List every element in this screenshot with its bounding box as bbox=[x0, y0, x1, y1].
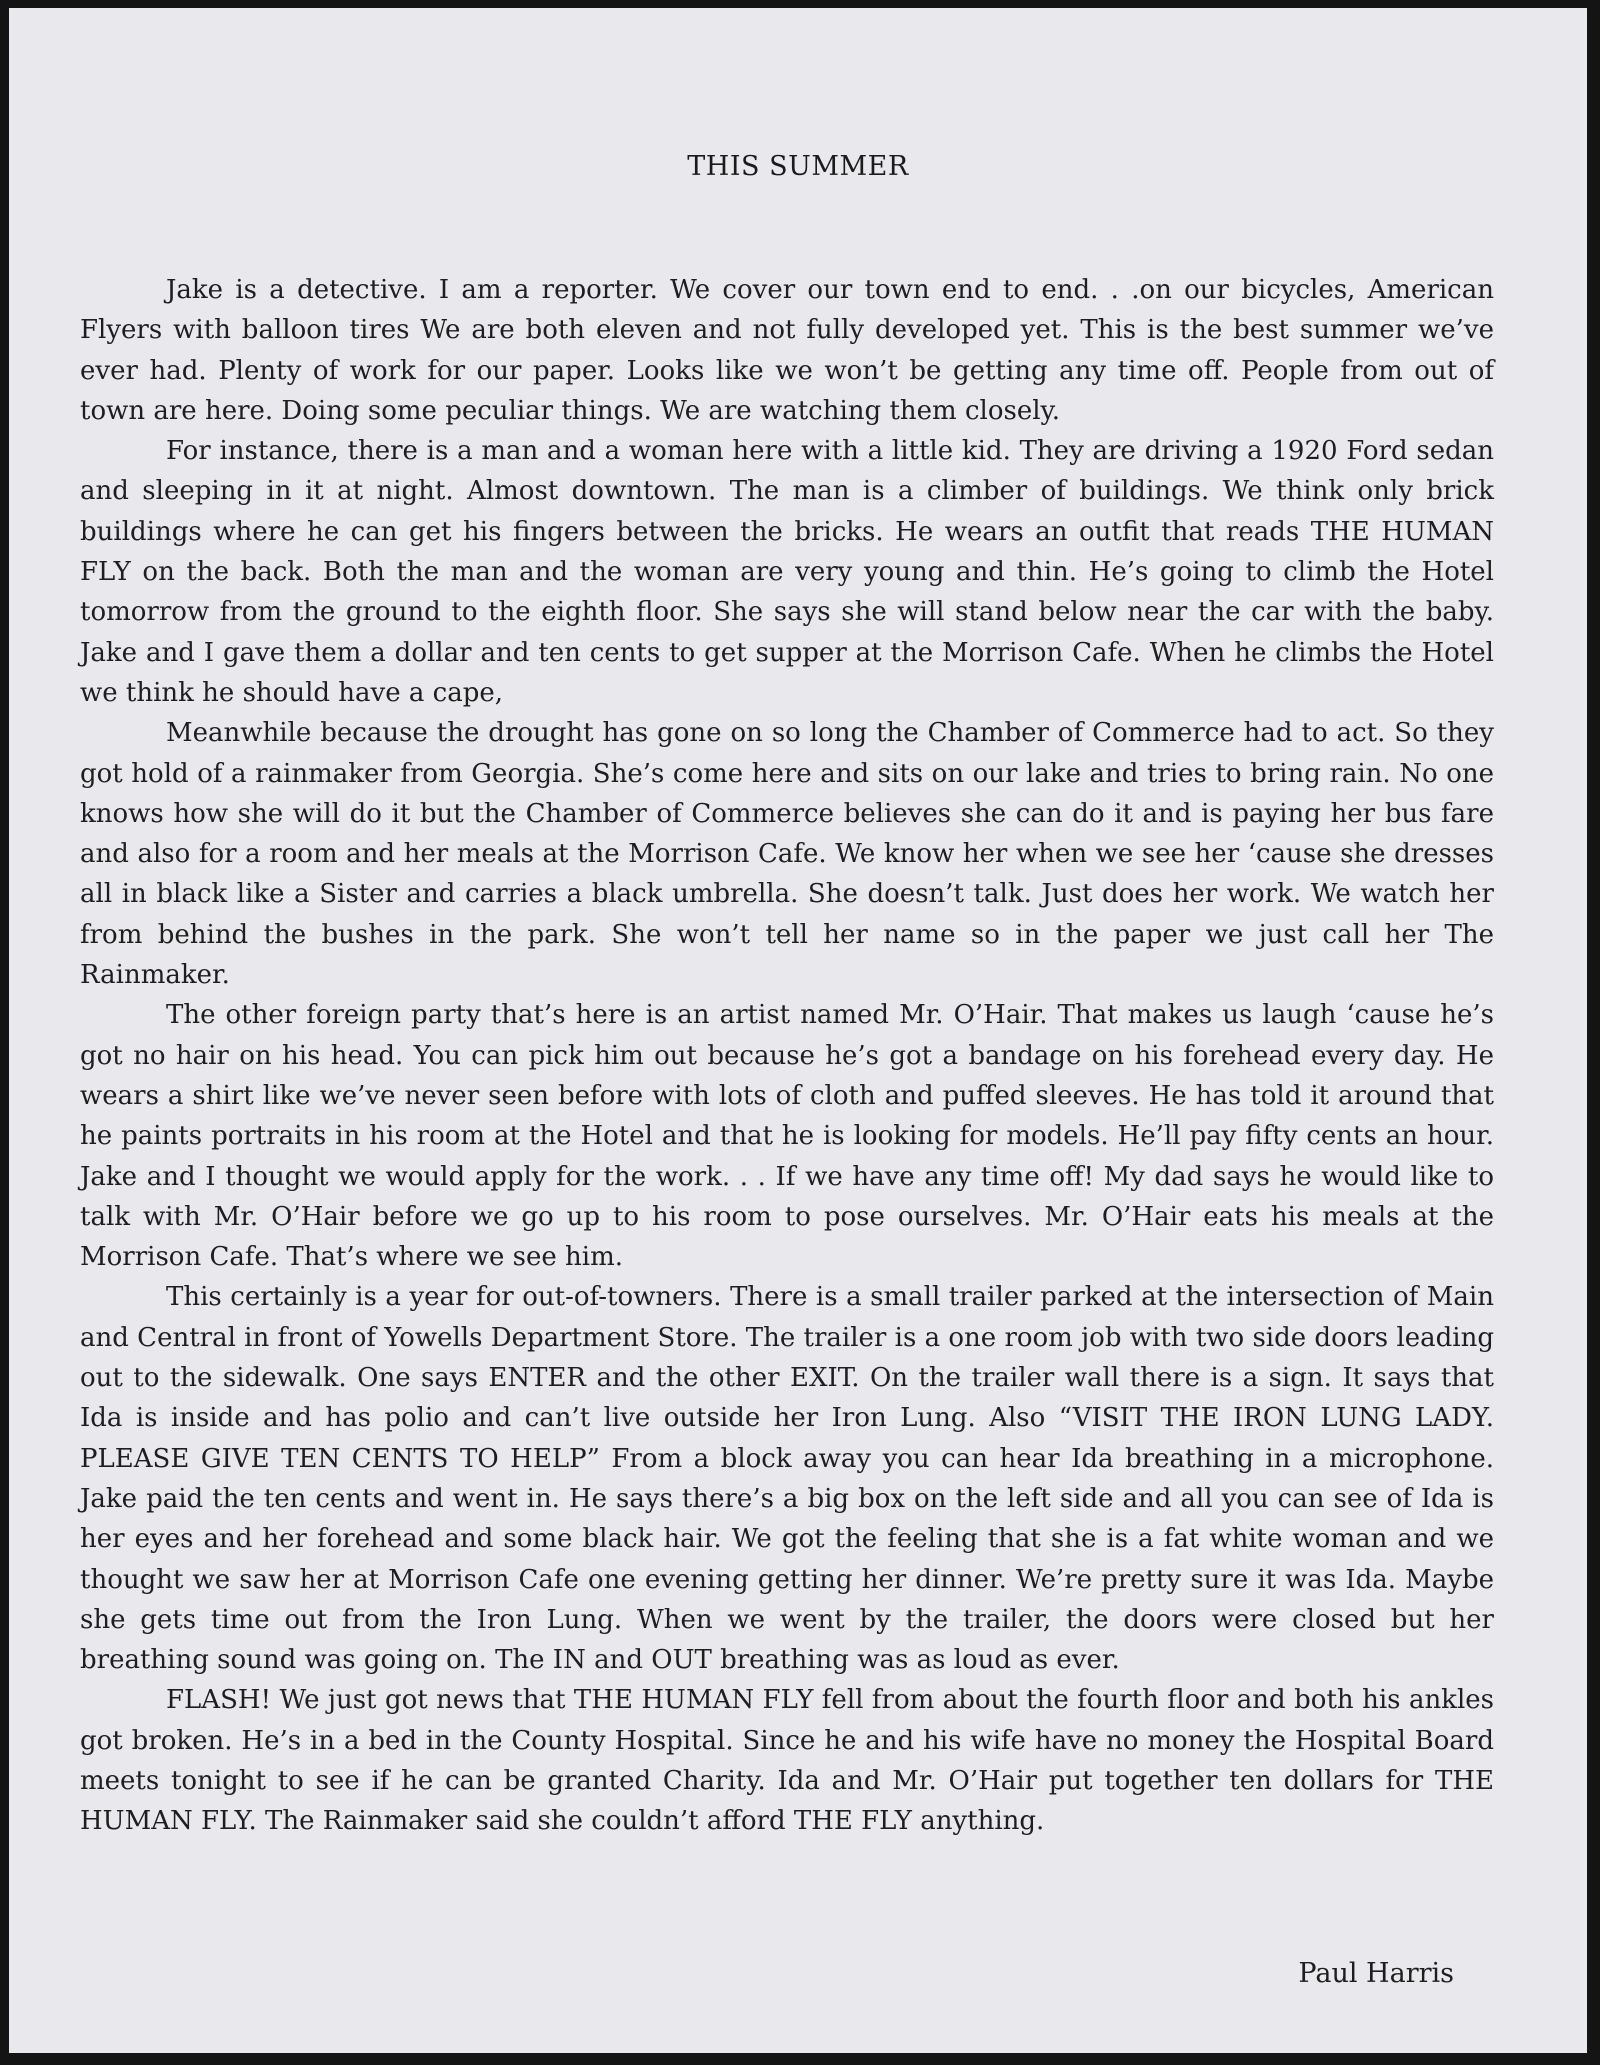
paragraph-4: The other foreign party that’s here is an artist named Mr. O’Hair. That makes us laugh ‘cause he’s got no hair on his head. You can pick him out because he’s got a bandage on his forehead every day. He wears a shirt like we’ve never seen before with lots of cloth and puffed sleeves. He has told it around that he paints portraits in his room at the Hotel and that he is looking for models. He’ll pay fifty cents an hour. Jake and I thought we would apply for the work. . . If we have any time off! My dad says he would like to talk with Mr. O’Hair before we go up to his room to pose ourselves. Mr. O’Hair eats his meals at the Morrison Cafe. That’s where we see him. bbox=[80, 1000, 1494, 1273]
author-signature: Paul Harris bbox=[1298, 1958, 1454, 1989]
paragraph-1: Jake is a detective. I am a reporter. We cover our town end to end. . .on our bicycles, American Flyers with balloon tires We are both eleven and not fully developed yet. This is the best summer we’ve ever had. Plenty of work for our paper. Looks like we won’t be getting any time off. People from out of town are here. Doing some peculiar things. We are watching them closely. bbox=[80, 275, 1494, 426]
paragraph-6: FLASH! We just got news that THE HUMAN FLY fell from about the fourth floor and both his ankles got broken. He’s in a bed in the County Hospital. Since he and his wife have no money the Hospital Board meets tonight to see if he can be granted Charity. Ida and Mr. O’Hair put together ten dollars for THE HUMAN FLY. The Rainmaker said she couldn’t afford THE FLY anything. bbox=[80, 1685, 1494, 1837]
paragraph-2: For instance, there is a man and a woman here with a little kid. They are driving a 1920 Ford sedan and sleeping in it at night. Almost downtown. The man is a climber of buildings. We think only brick buildings where he can get his fingers between the bricks. He wears an outfit that reads THE HUMAN FLY on the back. Both the man and the woman are very young and thin. He’s going to climb the Hotel tomorrow from the ground to the eighth floor. She says she will stand below near the car with the baby. Jake and I gave them a dollar and ten cents to get supper at the Morrison Cafe. When he climbs the Hotel we think he should have a cape, bbox=[80, 436, 1494, 708]
document-page bbox=[9, 8, 1587, 2053]
document-body bbox=[80, 270, 1494, 1842]
paragraph-3: Meanwhile because the drought has gone on so long the Chamber of Commerce had to act. So they got hold of a rainmaker from Georgia. She’s come here and sits on our lake and tries to bring rain. No one knows how she will do it but the Chamber of Commerce believes she can do it and is paying her bus fare and also for a room and her meals at the Morrison Cafe. We know her when we see her ‘cause she dresses all in black like a Sister and carries a black umbrella. She doesn’t talk. Just does her work. We watch her from behind the bushes in the park. She won’t tell her name so in the paper we just call her The Rainmaker. bbox=[80, 718, 1494, 991]
paragraph-5: This certainly is a year for out-of-towners. There is a small trailer parked at the intersection of Main and Central in front of Yowells Department Store. The trailer is a one room job with two side doors leading out to the sidewalk. One says ENTER and the other EXIT. On the trailer wall there is a sign. It says that Ida is inside and has polio and can’t live outside her Iron Lung. Also “VISIT THE IRON LUNG LADY. PLEASE GIVE TEN CENTS TO HELP” From a block away you can hear Ida breathing in a microphone. Jake paid the ten cents and went in. He says there’s a big box on the left side and all you can see of Ida is her eyes and her forehead and some black hair. We got the feeling that she is a fat white woman and we thought we saw her at Morrison Cafe one evening getting her dinner. We’re pretty sure it was Ida. Maybe she gets time out from the Iron Lung. When we went by the trailer, the doors were closed but her breathing sound was going on. The IN and OUT breathing was as loud as ever. bbox=[80, 1282, 1494, 1676]
document-title: THIS SUMMER bbox=[687, 151, 909, 182]
